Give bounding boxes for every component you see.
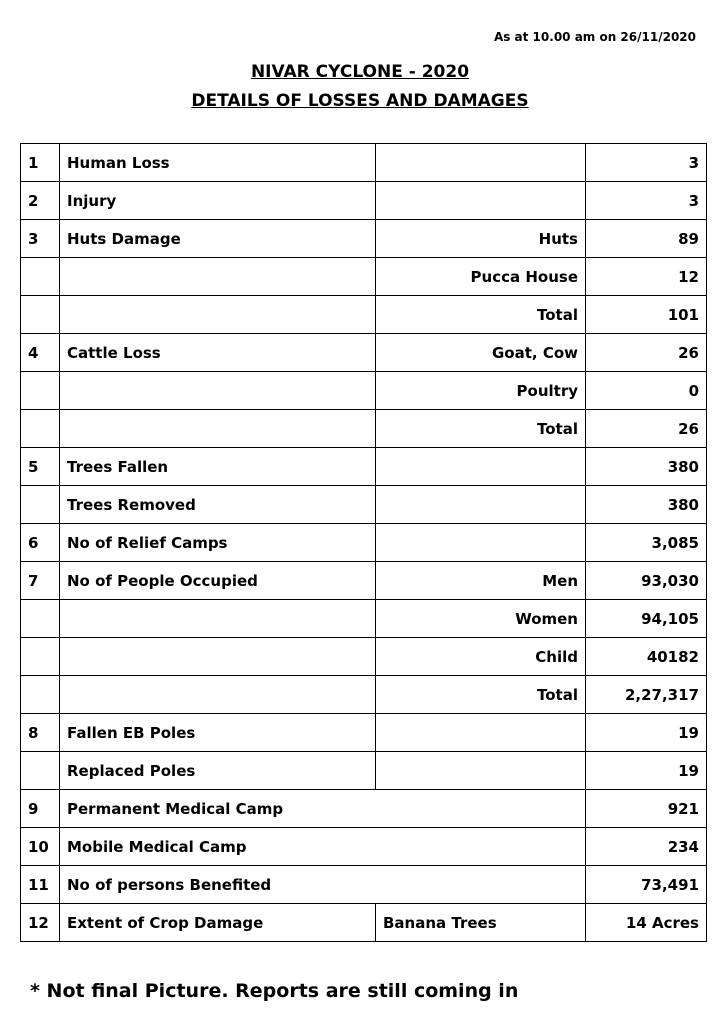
table-row bbox=[21, 258, 707, 296]
row-value: 921 bbox=[586, 790, 707, 828]
row-detail: Poultry bbox=[376, 372, 586, 410]
row-detail bbox=[376, 714, 586, 752]
row-value: 101 bbox=[586, 296, 707, 334]
row-number bbox=[21, 600, 60, 638]
row-item bbox=[60, 600, 376, 638]
row-item bbox=[60, 676, 376, 714]
table-row bbox=[21, 144, 707, 182]
row-detail bbox=[376, 448, 586, 486]
row-number: 6 bbox=[21, 524, 60, 562]
row-value: 380 bbox=[586, 448, 707, 486]
row-number bbox=[21, 752, 60, 790]
row-value: 380 bbox=[586, 486, 707, 524]
row-value: 73,491 bbox=[586, 866, 707, 904]
row-detail: Men bbox=[376, 562, 586, 600]
row-number: 10 bbox=[21, 828, 60, 866]
row-value: 3 bbox=[586, 182, 707, 220]
row-value: 234 bbox=[586, 828, 707, 866]
row-detail: Total bbox=[376, 410, 586, 448]
table-row bbox=[21, 220, 707, 258]
row-number: 12 bbox=[21, 904, 60, 942]
losses-table bbox=[20, 143, 707, 942]
table-row bbox=[21, 790, 707, 828]
row-value: 0 bbox=[586, 372, 707, 410]
table-row bbox=[21, 486, 707, 524]
row-item bbox=[60, 638, 376, 676]
row-value: 26 bbox=[586, 334, 707, 372]
row-detail bbox=[376, 144, 586, 182]
row-item bbox=[60, 258, 376, 296]
row-value: 93,030 bbox=[586, 562, 707, 600]
table-row bbox=[21, 714, 707, 752]
row-number: 8 bbox=[21, 714, 60, 752]
row-item bbox=[60, 296, 376, 334]
row-item: No of persons Benefited bbox=[60, 866, 586, 904]
row-value: 19 bbox=[586, 714, 707, 752]
row-detail: Pucca House bbox=[376, 258, 586, 296]
table-row bbox=[21, 562, 707, 600]
row-detail: Huts bbox=[376, 220, 586, 258]
table-row bbox=[21, 524, 707, 562]
table-row bbox=[21, 600, 707, 638]
report-title: NIVAR CYCLONE - 2020 bbox=[250, 62, 470, 82]
row-value: 2,27,317 bbox=[586, 676, 707, 714]
table-row bbox=[21, 638, 707, 676]
row-item: No of Relief Camps bbox=[60, 524, 376, 562]
row-item: Permanent Medical Camp bbox=[60, 790, 586, 828]
table-row bbox=[21, 182, 707, 220]
row-item: Fallen EB Poles bbox=[60, 714, 376, 752]
row-item: Cattle Loss bbox=[60, 334, 376, 372]
row-item bbox=[60, 372, 376, 410]
row-item bbox=[60, 410, 376, 448]
table-row bbox=[21, 904, 707, 942]
row-item: Trees Fallen bbox=[60, 448, 376, 486]
row-detail: Total bbox=[376, 296, 586, 334]
table-row bbox=[21, 676, 707, 714]
row-item: Trees Removed bbox=[60, 486, 376, 524]
row-value: 26 bbox=[586, 410, 707, 448]
table-row bbox=[21, 828, 707, 866]
row-number: 9 bbox=[21, 790, 60, 828]
row-number: 5 bbox=[21, 448, 60, 486]
row-item: No of People Occupied bbox=[60, 562, 376, 600]
row-number: 1 bbox=[21, 144, 60, 182]
row-detail bbox=[376, 182, 586, 220]
row-value: 89 bbox=[586, 220, 707, 258]
row-value: 3,085 bbox=[586, 524, 707, 562]
disclaimer-footnote: * Not final Picture. Reports are still coming in bbox=[30, 980, 519, 1002]
row-value: 3 bbox=[586, 144, 707, 182]
table-row bbox=[21, 752, 707, 790]
row-number: 2 bbox=[21, 182, 60, 220]
table-row bbox=[21, 334, 707, 372]
row-number: 3 bbox=[21, 220, 60, 258]
row-item: Injury bbox=[60, 182, 376, 220]
row-number: 11 bbox=[21, 866, 60, 904]
report-subtitle: DETAILS OF LOSSES AND DAMAGES bbox=[191, 91, 529, 111]
row-value: 12 bbox=[586, 258, 707, 296]
row-number bbox=[21, 638, 60, 676]
row-number bbox=[21, 296, 60, 334]
row-number: 7 bbox=[21, 562, 60, 600]
row-item: Replaced Poles bbox=[60, 752, 376, 790]
row-number bbox=[21, 410, 60, 448]
row-number bbox=[21, 486, 60, 524]
row-value: 94,105 bbox=[586, 600, 707, 638]
row-number: 4 bbox=[21, 334, 60, 372]
table-row bbox=[21, 296, 707, 334]
report-timestamp: As at 10.00 am on 26/11/2020 bbox=[493, 30, 696, 44]
row-detail bbox=[376, 524, 586, 562]
row-detail: Total bbox=[376, 676, 586, 714]
table-row bbox=[21, 866, 707, 904]
row-value: 14 Acres bbox=[586, 904, 707, 942]
row-number bbox=[21, 676, 60, 714]
row-item: Human Loss bbox=[60, 144, 376, 182]
row-item: Huts Damage bbox=[60, 220, 376, 258]
row-item: Mobile Medical Camp bbox=[60, 828, 586, 866]
row-number bbox=[21, 258, 60, 296]
table-row bbox=[21, 448, 707, 486]
row-detail: Child bbox=[376, 638, 586, 676]
row-item: Extent of Crop Damage bbox=[60, 904, 376, 942]
row-detail bbox=[376, 486, 586, 524]
row-detail: Banana Trees bbox=[376, 904, 586, 942]
row-number bbox=[21, 372, 60, 410]
table-row bbox=[21, 410, 707, 448]
row-value: 40182 bbox=[586, 638, 707, 676]
row-detail: Women bbox=[376, 600, 586, 638]
row-detail: Goat, Cow bbox=[376, 334, 586, 372]
row-value: 19 bbox=[586, 752, 707, 790]
row-detail bbox=[376, 752, 586, 790]
table-row bbox=[21, 372, 707, 410]
